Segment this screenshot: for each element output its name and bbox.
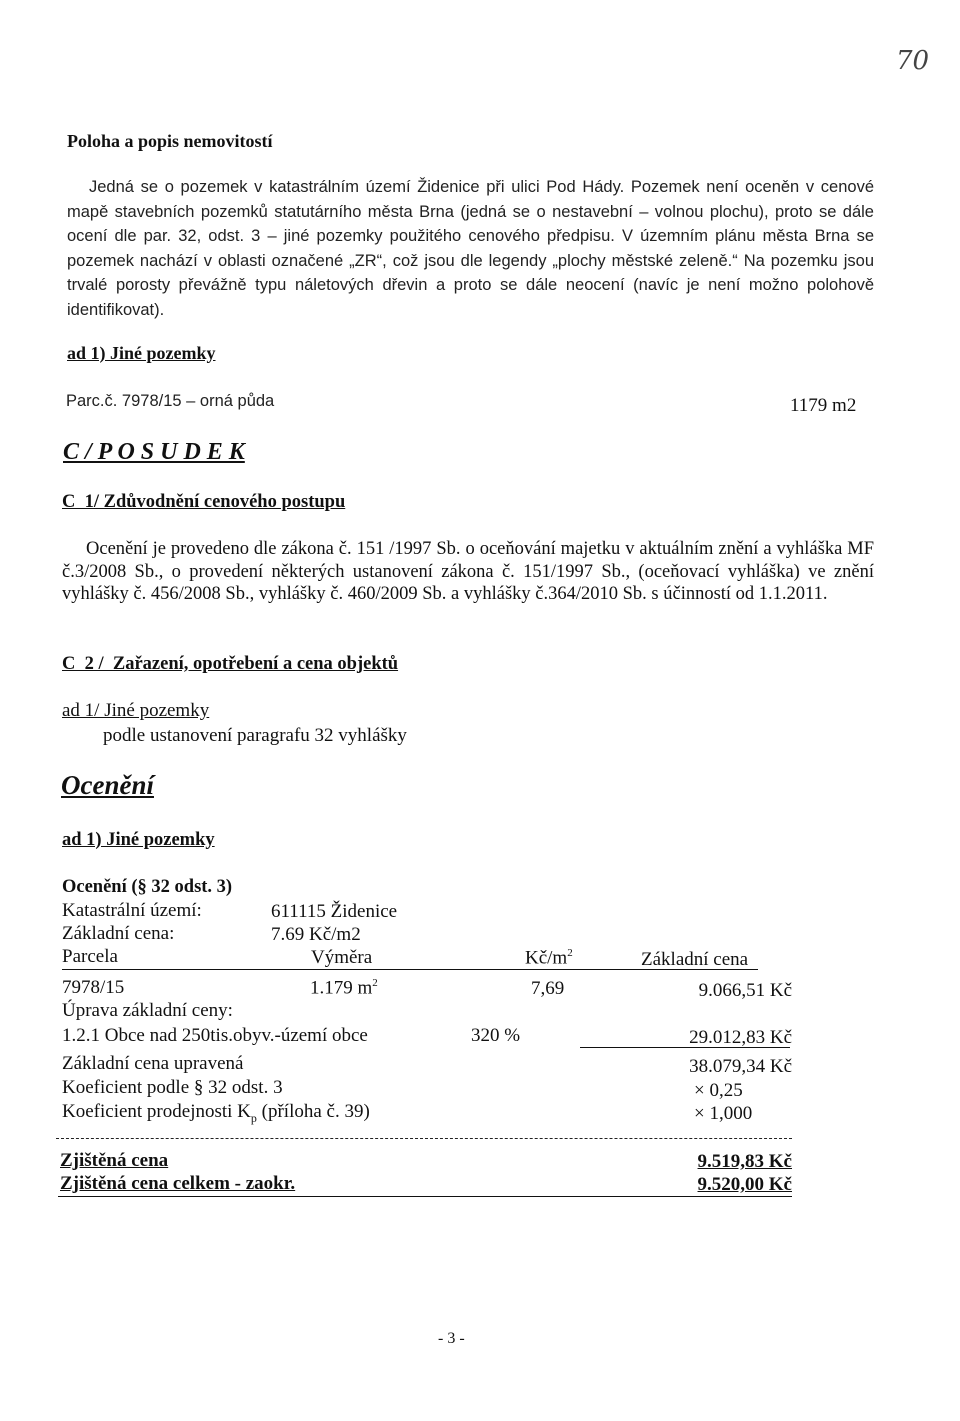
c2-subheading: ad 1/ Jiné pozemky	[62, 700, 210, 721]
col-header-unit-text: Kč/m	[525, 947, 568, 969]
valuation-subheading: ad 1) Jiné pozemky	[62, 830, 215, 850]
c1-paragraph: Ocenění je provedeno dle zákona č. 151 /1997 Sb. o oceňování majetku v aktuálním znění a vyhláška MF č.3/2008 Sb., o provedení některých ustanovení zákona č. 151/1997 Sb., (oceňovací vyhláška) ve znění vyhlášky č. 456/2008 Sb., vyhlášky č. 460/2009 Sb. a vyhlášky č.364/2010 Sb. s účinností od 1.1.2011.	[62, 539, 874, 604]
cadastre-value: 611115 Židenice	[271, 901, 398, 922]
adjusted-price-value: 38.079,34 Kč	[689, 1056, 792, 1077]
adjust-percent: 320 %	[471, 1025, 521, 1046]
coefficient-marketability-text: Koeficient prodejnosti K	[62, 1101, 251, 1122]
coefficient-label: Koeficient podle § 32 odst. 3	[62, 1077, 283, 1098]
posudek-heading: C / P O S U D E K	[63, 439, 245, 465]
col-header-base-price: Základní cena	[641, 949, 749, 970]
valuation-heading: Ocenění	[61, 770, 154, 800]
location-subheading: ad 1) Jiné pozemky	[67, 343, 216, 363]
handwritten-page-mark: 70	[896, 46, 930, 76]
location-paragraph: Jedná se o pozemek v katastrálním území Židenice při ulici Pod Hády. Pozemek není oceněn v cenové mapě stavebních pozemků statutárního města Brna (jedná se o nestavební – volnou plochu), proto se dále ocení dle par. 32, odst. 3 – jiné pozemky použitého cenového předpisu. V územním plánu města Brna se pozemek nachází v oblasti označené „ZR“, což jsou dle legendy „plochy městské zeleně.“ Na pozemku jsou trvalé porosty převážně typu náletových dřevin a proto se dále neocení (navíc je není možno polohově identifikovat).	[67, 178, 874, 319]
coefficient-marketability-ref: (příloha č. 39)	[256, 1101, 370, 1122]
parcel-description: Parc.č. 7978/15 – orná půda	[66, 392, 275, 410]
adjust-value: 29.012,83 Kč	[689, 1027, 792, 1048]
parcel-area: 1179 m2	[790, 395, 857, 416]
col-header-unit-price	[525, 947, 573, 969]
adjusted-price-label: Základní cena upravená	[62, 1053, 244, 1074]
c2-heading: C 2 / Zařazení, opotřebení a cena objektů	[62, 654, 399, 674]
found-price-value: 9.519,83 Kč	[697, 1151, 792, 1172]
col-header-parcel: Parcela	[62, 946, 118, 967]
row-parcel: 7978/15	[62, 977, 125, 998]
col-header-unit-sup: 2	[567, 947, 573, 959]
coefficient-marketability-sub: p	[250, 1110, 257, 1125]
location-heading: Poloha a popis nemovitostí	[67, 131, 273, 151]
base-price-label: Základní cena:	[62, 923, 175, 944]
page-number: - 3 -	[438, 1330, 465, 1347]
row-area-sup: 2	[372, 977, 378, 989]
coefficient-marketability-label	[62, 1101, 370, 1126]
adjust-item: 1.2.1 Obce nad 250tis.obyv.-území obce	[62, 1025, 368, 1046]
col-header-area: Výměra	[311, 947, 373, 968]
total-underline-rule	[58, 1196, 792, 1197]
found-price-label: Zjištěná cena	[60, 1150, 169, 1171]
base-price-value: 7.69 Kč/m2	[271, 924, 361, 945]
row-area-text: 1.179 m	[310, 977, 373, 999]
c2-text: podle ustanovení paragrafu 32 vyhlášky	[103, 725, 407, 746]
adjust-sum-rule	[580, 1047, 790, 1048]
c1-heading: C 1/ Zdůvodnění cenového postupu	[62, 492, 346, 512]
coefficient-marketability-value: × 1,000	[694, 1103, 753, 1124]
total-price-value: 9.520,00 Kč	[697, 1174, 792, 1195]
coefficient-value: × 0,25	[694, 1080, 743, 1101]
adjust-label: Úprava základní ceny:	[62, 1000, 233, 1021]
cadastre-label: Katastrální území:	[62, 900, 202, 921]
dashed-separator	[56, 1138, 792, 1139]
total-price-label: Zjištěná cena celkem - zaokr.	[60, 1173, 296, 1194]
row-unit-price: 7,69	[531, 978, 565, 999]
row-base-price: 9.066,51 Kč	[698, 980, 792, 1001]
row-area	[310, 977, 378, 999]
table-header-rule	[62, 969, 758, 970]
valuation-section-title: Ocenění (§ 32 odst. 3)	[62, 877, 233, 897]
